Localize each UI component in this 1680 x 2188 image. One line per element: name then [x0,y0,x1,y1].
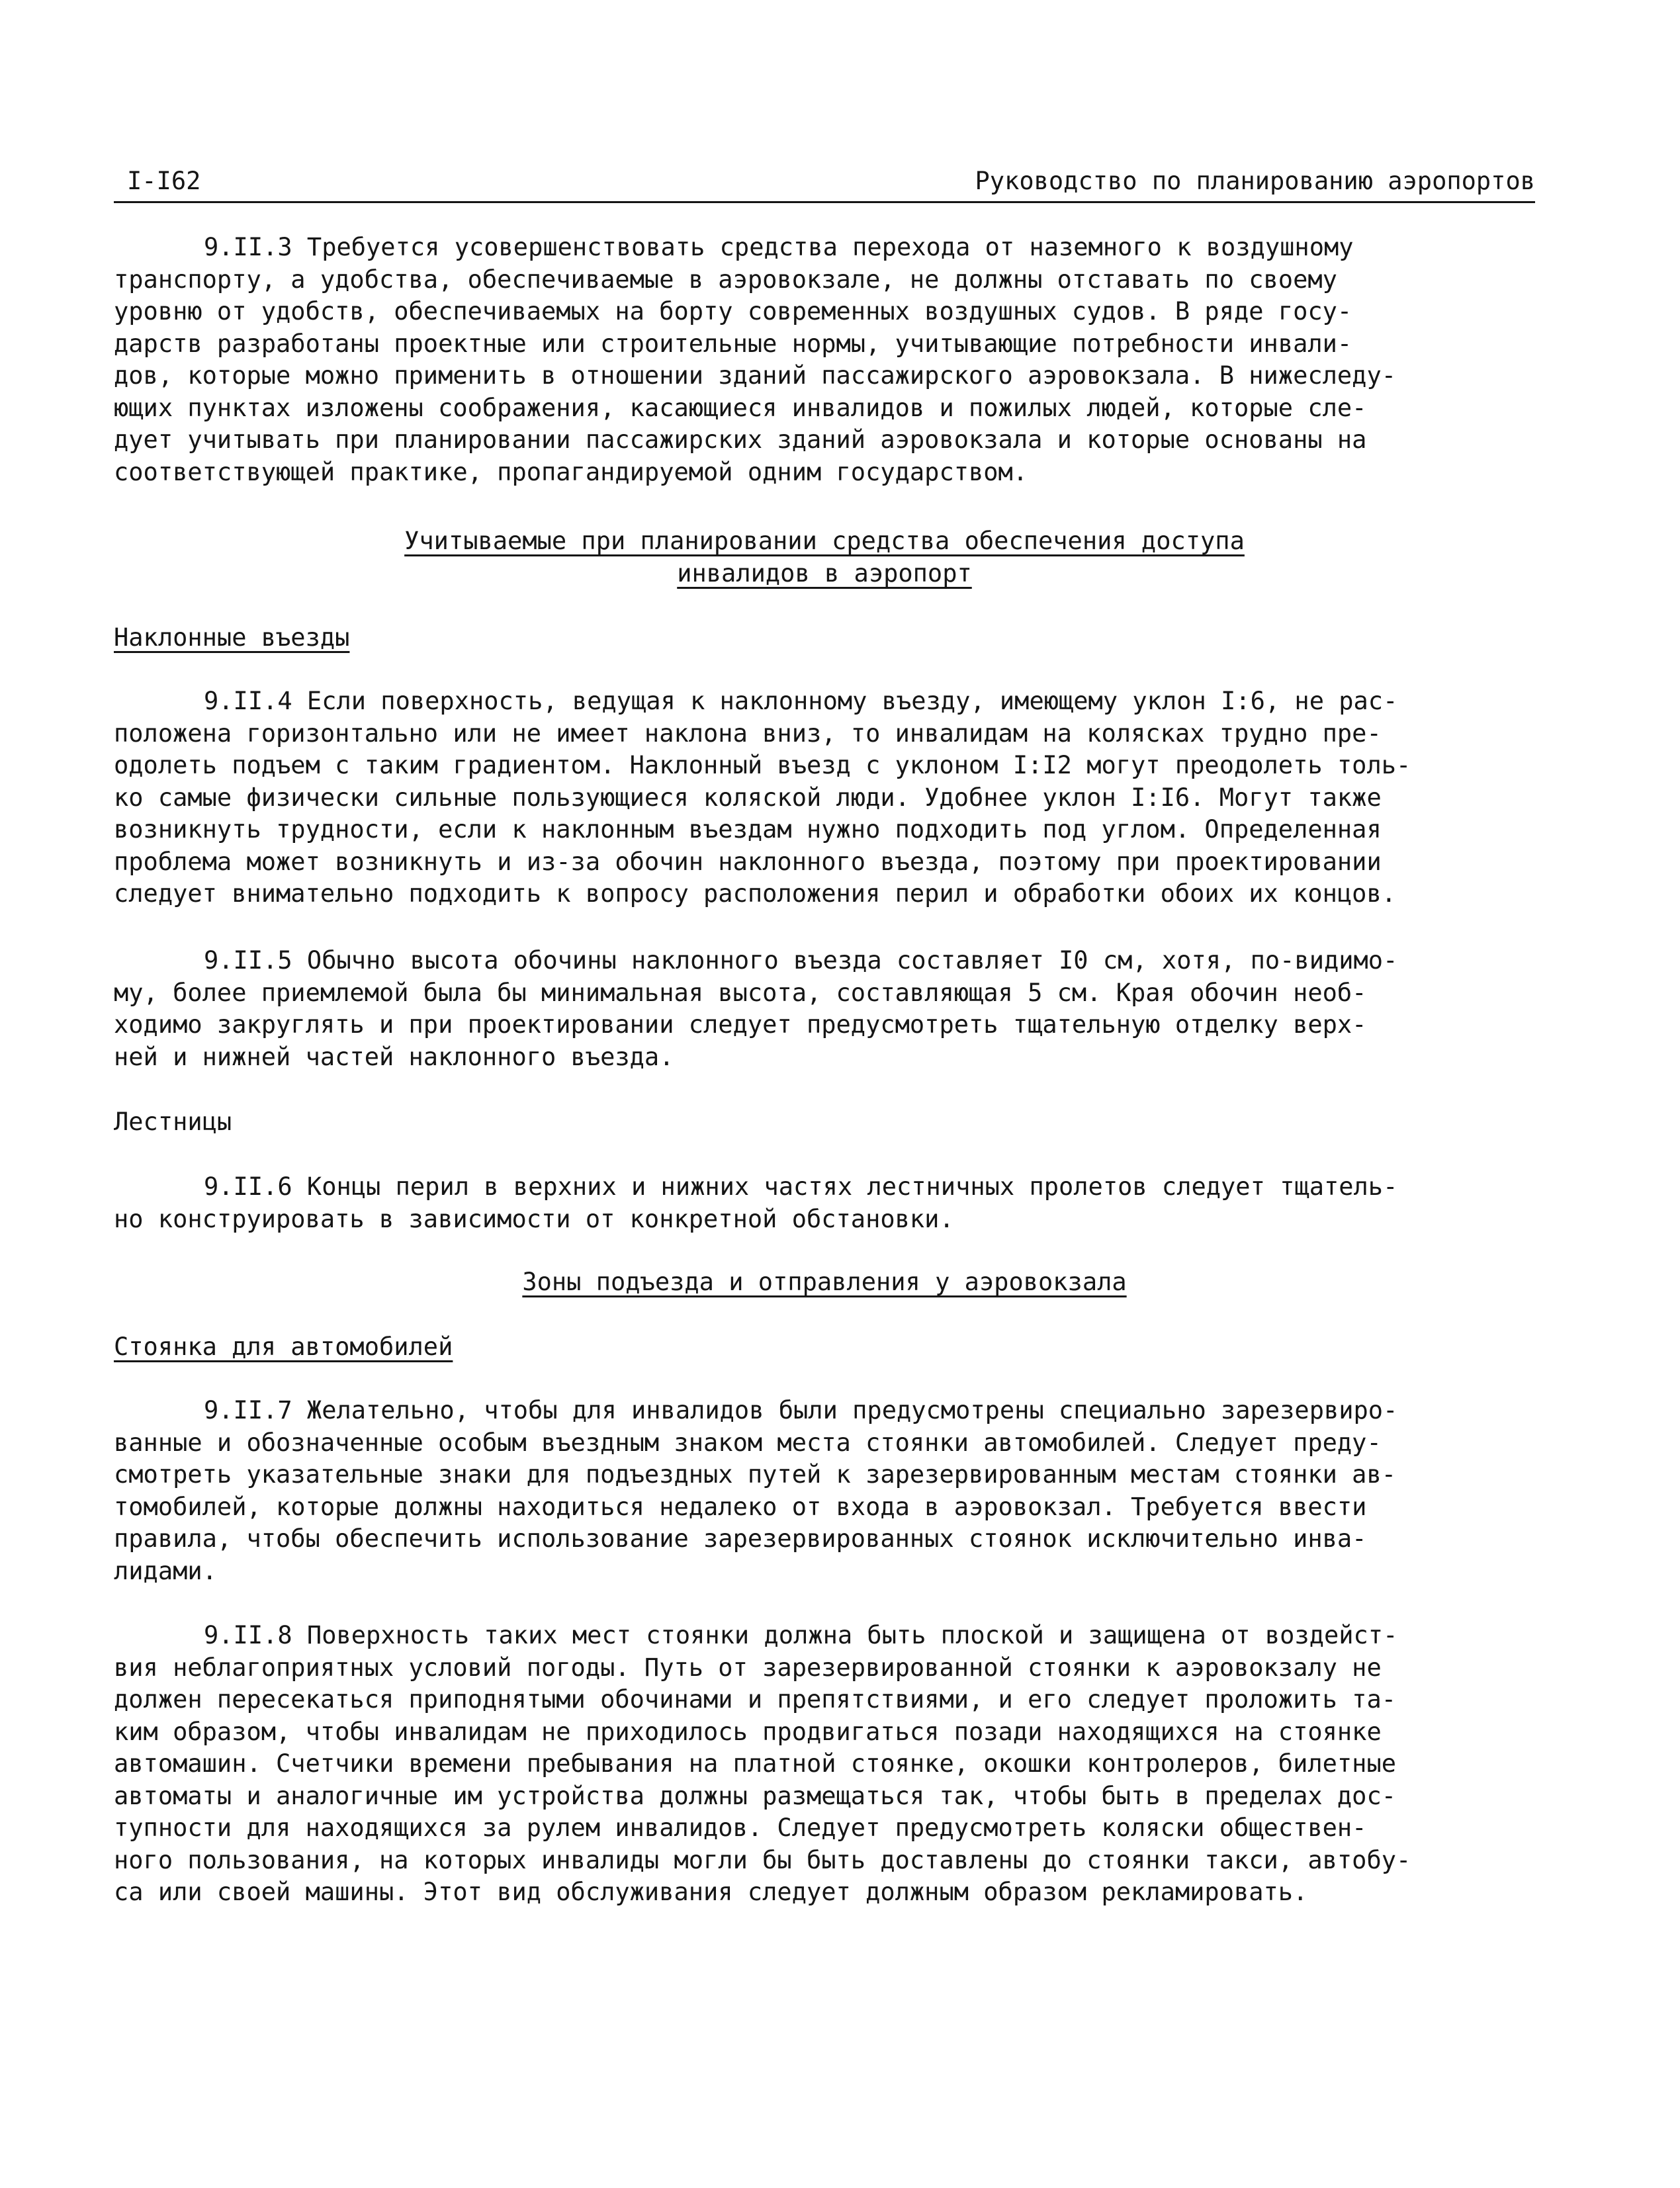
running-title: Руководство по планированию аэропортов [975,167,1535,195]
section-title-access [114,525,1535,590]
text-line: 9.II.4 Если поверхность, ведущая к наклонному въезду, имеющему уклон I:6, не рас- [204,687,1398,715]
paragraph-9-11-7 [114,1395,1535,1587]
text-line: лидами. [114,1556,217,1585]
paragraph-9-11-8 [114,1620,1535,1909]
text-line: дарств разработаны проектные или строительные нормы, учитывающие потребности инвали- [114,329,1352,358]
heading-stairs: Лестницы [114,1108,232,1136]
page-number: I-I62 [127,167,201,195]
text-line: автомашин. Счетчики времени пребывания на платной стоянке, окошки контролеров, билетные [114,1749,1397,1778]
text-line: са или своей машины. Этот вид обслуживания следует должным образом рекламировать. [114,1878,1308,1906]
paragraph-9-11-3 [114,232,1535,488]
heading-parking [114,1331,453,1364]
text-line: следует внимательно подходить к вопросу расположения перил и обработки обоих их концов. [114,879,1397,908]
text-line: ного пользования, на которых инвалиды могли бы быть доставлены до стоянки такси, автобу- [114,1845,1411,1874]
paragraph-9-11-6 [114,1171,1535,1235]
text-line: ко самые физически сильные пользующиеся коляской люди. Удобнее уклон I:I6. Могут также [114,783,1382,812]
text-line: положена горизонтально или не имеет наклона вниз, то инвалидам на колясках трудно пре- [114,719,1382,748]
text-line: ванные и обозначенные особым въездным знаком места стоянки автомобилей. Следует преду- [114,1428,1382,1457]
text-line: дует учитывать при планировании пассажирских зданий аэровокзала и которые основаны на [114,425,1367,454]
text-line: ходимо закруглять и при проектировании следует предусмотреть тщательную отделку верх- [114,1010,1367,1039]
text-line: ней и нижней частей наклонного въезда. [114,1042,674,1071]
text-line: ким образом, чтобы инвалидам не приходилось продвигаться позади находящихся на стоянке [114,1717,1382,1746]
text-line: 9.II.6 Концы перил в верхних и нижних частях лестничных пролетов следует тщатель- [204,1172,1398,1201]
heading-text: Наклонные въезды [114,623,350,652]
text-line: 9.II.5 Обычно высота обочины наклонного въезда составляет I0 см, хотя, по-видимо- [204,946,1398,975]
text-line: соответствующей практике, пропагандируемой одним государством. [114,457,1028,486]
text-line: транспорту, а удобства, обеспечиваемые в аэровокзале, не должны отставать по своему [114,265,1337,294]
text-line: но конструировать в зависимости от конкретной обстановки. [114,1204,954,1233]
text-line: автоматы и аналогичные им устройства должны размещаться так, чтобы быть в пределах дос- [114,1781,1397,1810]
heading-ramps [114,622,349,654]
section-title-line: инвалидов в аэропорт [677,558,972,588]
text-line: уровню от удобств, обеспечиваемых на борту современных воздушных судов. В ряде госу- [114,297,1352,326]
paragraph-9-11-5 [114,945,1535,1073]
text-line: смотреть указательные знаки для подъездных путей к зарезервированным местам стоянки ав- [114,1460,1397,1489]
text-line: одолеть подъем с таким градиентом. Наклонный въезд с уклоном I:I2 могут преодолеть толь- [114,751,1411,779]
text-line: дов, которые можно применить в отношении зданий пассажирского аэровокзала. В нижеследу- [114,361,1397,390]
text-line: вия неблагоприятных условий погоды. Путь от зарезервированной стоянки к аэровокзалу не [114,1653,1382,1682]
text-line: возникнуть трудности, если к наклонным въездам нужно подходить под углом. Определенная [114,815,1382,844]
text-line: 9.II.8 Поверхность таких мест стоянки должна быть плоской и защищена от воздейст- [204,1621,1398,1649]
text-line: 9.II.7 Желательно, чтобы для инвалидов были предусмотрены специально зарезервиро- [204,1396,1398,1424]
text-line: му, более приемлемой была бы минимальная высота, составляющая 5 см. Края обочин необ- [114,978,1367,1007]
text-line: ющих пунктах изложены соображения, касающиеся инвалидов и пожилых людей, которые сле- [114,393,1367,422]
section-title-zones [114,1266,1535,1299]
text-line: 9.II.3 Требуется усовершенствовать средства перехода от наземного к воздушному [204,233,1354,261]
text-line: томобилей, которые должны находиться недалеко от входа в аэровокзал. Требуется ввести [114,1492,1367,1521]
text-line: правила, чтобы обеспечить использование зарезервированных стоянок исключительно инва- [114,1524,1367,1553]
page-header [114,164,1535,203]
text-line: проблема может возникнуть и из-за обочин наклонного въезда, поэтому при проектировании [114,847,1382,876]
text-line: тупности для находящихся за рулем инвалидов. Следует предусмотреть коляски обществен- [114,1814,1367,1842]
paragraph-9-11-4 [114,685,1535,910]
text-line: должен пересекаться приподнятыми обочинами и препятствиями, и его следует проложить та- [114,1685,1397,1714]
section-title-line: Учитываемые при планировании средства обеспечения доступа [404,527,1245,555]
section-title-line: Зоны подъезда и отправления у аэровокзала [522,1268,1127,1296]
heading-text: Стоянка для автомобилей [114,1333,453,1361]
